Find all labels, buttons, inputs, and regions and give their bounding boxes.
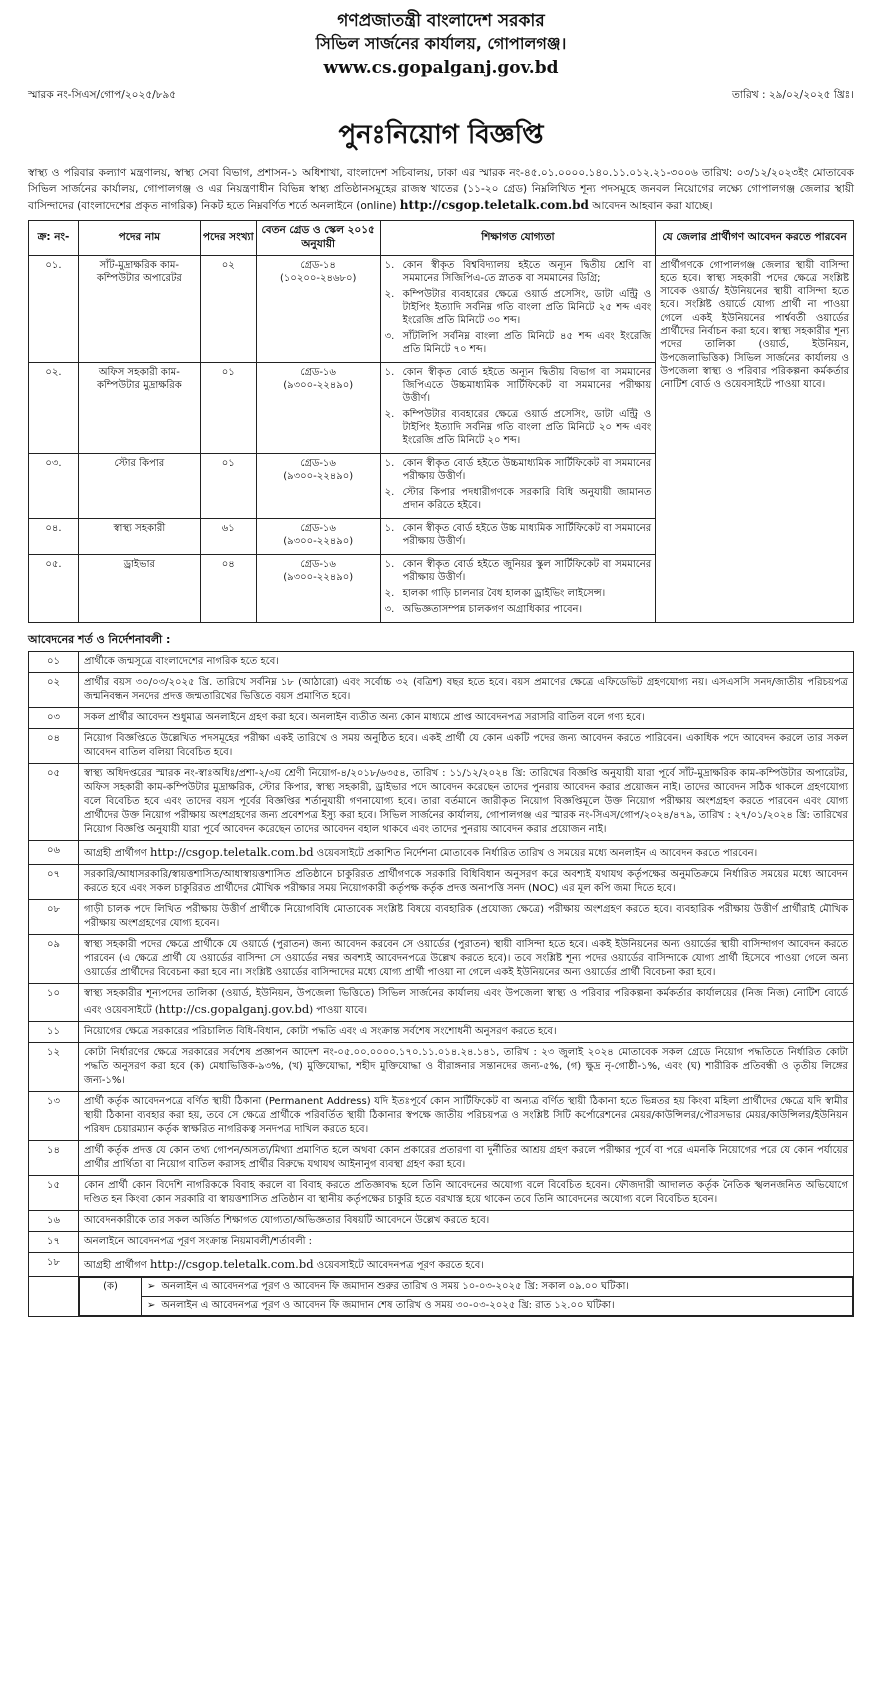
qualification-number: ১. <box>384 366 395 378</box>
condition-number: ০৯ <box>29 934 79 983</box>
post-name: স্বাস্থ্য সহকারী <box>78 518 200 554</box>
post-grade <box>256 518 380 554</box>
post-number: ০৪. <box>29 518 79 554</box>
condition-row <box>29 983 854 1021</box>
post-number: ০৫. <box>29 554 79 622</box>
condition-row <box>29 1091 854 1140</box>
page-title: পুনঃনিয়োগ বিজ্ঞপ্তি <box>338 119 544 150</box>
conditions-table <box>28 651 854 1317</box>
condition-text-post: ) পাওয়া যাবে। <box>309 1004 368 1016</box>
condition-number: ১১ <box>29 1021 79 1042</box>
post-qualification <box>380 453 656 518</box>
condition-text: স্বাস্থ্য সহকারী পদের ক্ষেত্রে প্রার্থীকে যে ওয়ার্ডে (পুরাতন) জন্য আবেদন করবেন সে ওয়ার্ডের (পুরাতন) স্থায়ী বাসিন্দা হতে হবে। একই ইউনিয়নের অন্য ওয়ার্ডের স্থায়ী বাসিন্দাগণ আবেদন করতে পারবেন (এ ক্ষেত্রে প্রার্থী যে ওয়ার্ডের বাসিন্দা সে ওয়ার্ডের নম্বর অবশ্যই আবেদনপত্রে উল্লেখ করতে হবে)। তবে সংশ্লিষ্ট শূন্য পদের ওয়ার্ডের বাসিন্দাকে যোগ্য প্রার্থী হিসেবে পাওয়া গেলে অন্য ওয়ার্ডের প্রার্থীদের বিবেচনা করা হবে না। সংশ্লিষ্ট ওয়ার্ডের বাসিন্দাদের মধ্যে যোগ্য প্রার্থী পাওয়া না গেলে একই ইউনিয়নের অন্য ওয়ার্ডের প্রার্থী বিবেচনা করা হবে। <box>79 934 854 983</box>
condition-text: প্রার্থীর বয়স ৩০/০৩/২০২৫ খ্রি. তারিখে সর্বনিম্ন ১৮ (আঠারো) এবং সর্বোচ্চ ৩২ (বত্রিশ) বছর হতে হবে। বয়স প্রমাণের ক্ষেত্রে এফিডেভিট গ্রহণযোগ্য নয়। এসএসসি সনদ/জাতীয় পরিচয়পত্র জন্মনিবন্ধন সনদের প্রদত্ত জন্মতারিখের ভিত্তিতে বয়স প্রমাণিত হবে। <box>79 672 854 707</box>
condition-url-link[interactable]: http://csgop.teletalk.com.bd <box>149 1256 314 1271</box>
qualification-item <box>385 330 652 356</box>
col-header-qualification: শিক্ষাগত যোগ্যতা <box>380 221 656 255</box>
qualification-item <box>385 259 652 285</box>
qualification-number: ৩. <box>384 603 395 615</box>
post-count: ০১ <box>200 362 256 453</box>
qualification-text: কম্পিউটার ব্যবহারের ক্ষেত্রে ওয়ার্ড প্রসেসিং, ডাটা এন্ট্রি ও টাইপিং ইত্যাদি সর্বনিম্ন গতি বাংলা প্রতি মিনিটে ২০ শব্দ এবং ইংরেজি প্রতি মিনিটে ২০ শব্দ। <box>402 408 652 446</box>
intro-tail: আবেদন আহবান করা যাচ্ছে। <box>588 199 713 212</box>
grade-label: গ্রেড-১৬ <box>300 457 336 469</box>
qualification-item <box>385 603 652 616</box>
post-number: ০২. <box>29 362 79 453</box>
arrow-icon: ➢ <box>147 1299 156 1311</box>
posts-table <box>28 220 854 622</box>
condition-number: ০৫ <box>29 763 79 840</box>
condition-row <box>29 1042 854 1091</box>
eligible-district: প্রার্থীগণকে গোপালগঞ্জ জেলার স্থায়ী বাসিন্দা হতে হবে। স্বাস্থ্য সহকারী পদের ক্ষেত্রে সংশ্লিষ্ট সাবেক ওয়ার্ড/ ইউনিয়নের স্থায়ী বাসিন্দা হতে হবে। সংশ্লিষ্ট ওয়ার্ডে যোগ্য প্রার্থী না পাওয়া গেলে একই ইউনিয়নের পার্শ্ববর্তী ওয়ার্ডের প্রার্থীদের নির্বাচন করা হবে। স্বাস্থ্য সহকারীর শূন্য পদের তালিকা (ওয়ার্ড, ইউনিয়ন, উপজেলাভিত্তিক) সিভিল সার্জনের কার্যালয় ও উপজেলা স্বাস্থ্য ও পরিবার পরিকল্পনা কর্মকর্তার নোটিশ বোর্ড ও ওয়েবসাইটে পাওয়া যাবে। <box>656 255 854 622</box>
qualification-item <box>385 457 652 483</box>
grade-label: গ্রেড-১৬ <box>300 558 336 570</box>
condition-text: অনলাইনে আবেদনপত্র পূরণ সংক্রান্ত নিয়মাবলী/শর্তাবলী : <box>79 1231 854 1252</box>
post-count: ৬১ <box>200 518 256 554</box>
schedule-item <box>80 1296 853 1315</box>
pay-scale: (৯৩০০-২২৪৯০) <box>283 571 354 583</box>
memo-number: স্মারক নং-সিএস/গোপ/২০২৫/৮৯৫ <box>28 88 177 101</box>
post-name: অফিস সহকারী কাম-কম্পিউটার মুদ্রাক্ষরিক <box>78 362 200 453</box>
condition-row <box>29 763 854 840</box>
condition-url-link[interactable]: http://csgop.teletalk.com.bd <box>149 844 314 859</box>
govt-name: গণপ্রজাতন্ত্রী বাংলাদেশ সরকার <box>337 11 545 31</box>
post-qualification <box>380 554 656 622</box>
condition-text <box>79 1252 854 1276</box>
post-qualification <box>380 362 656 453</box>
post-count: ০১ <box>200 453 256 518</box>
post-grade <box>256 362 380 453</box>
qualification-text: কম্পিউটার ব্যবহারের ক্ষেত্রে ওয়ার্ড প্রসেসিং, ডাটা এন্ট্রি ও টাইপিং ইত্যাদি সর্বনিম্ন গতি বাংলা প্রতি মিনিটে ২৫ শব্দ এবং ইংরেজি প্রতি মিনিটে ৩০ শব্দ। <box>402 288 652 326</box>
qualification-number: ১. <box>384 522 395 534</box>
condition-text: নিয়োগের ক্ষেত্রে সরকারের পরিচালিত বিধি-বিধান, কোটা পদ্ধতি এবং এ সংক্রান্ত সর্বশেষ সংশোধনী অনুসরণ করতে হবে। <box>79 1021 854 1042</box>
notice-date: তারিখ : ২৯/০২/২০২৫ খ্রিঃ। <box>732 88 854 101</box>
condition-number: ১০ <box>29 983 79 1021</box>
condition-text: আবেদনকারীকে তার সকল অর্জিত শিক্ষাগত যোগ্যতা/অভিজ্ঞতার বিষয়টি আবেদনে উল্লেখ করতে হবে। <box>79 1210 854 1231</box>
qualification-number: ১. <box>384 259 395 271</box>
condition-text-pre: আগ্রহী প্রার্থীগণ <box>84 847 150 859</box>
qualification-item <box>385 366 652 405</box>
post-name: ড্রাইভার <box>78 554 200 622</box>
schedule-text: অনলাইন এ আবেদনপত্র পূরণ ও আবেদন ফি জমাদান শুরুর তারিখ ও সময় ১০-০৩-২০২৫ খ্রি: সকাল ০৯.০০ ঘটিকা। <box>161 1280 629 1292</box>
qualification-number: ৩. <box>384 330 395 342</box>
qualification-item <box>385 486 652 512</box>
condition-number: ১৬ <box>29 1210 79 1231</box>
col-header-district: যে জেলার প্রার্থীগণ আবেদন করতে পারবেন <box>656 221 854 255</box>
office-website[interactable]: www.cs.gopalganj.gov.bd <box>323 57 559 78</box>
apply-url[interactable]: http://csgop.teletalk.com.bd <box>399 197 589 212</box>
condition-row <box>29 934 854 983</box>
reference-line <box>28 89 854 103</box>
schedule-row <box>29 1276 854 1316</box>
condition-row <box>29 1231 854 1252</box>
schedule-text: অনলাইন এ আবেদনপত্র পূরণ ও আবেদন ফি জমাদান শেষ তারিখ ও সময় ৩০-০৩-২০২৫ খ্রি: রাত ১২.০০ ঘটিকা। <box>161 1299 615 1311</box>
condition-text-post: ওয়েবসাইটে আবেদনপত্র পূরণ করতে হবে। <box>313 1259 484 1271</box>
condition-number: ০৭ <box>29 864 79 899</box>
condition-row <box>29 840 854 864</box>
post-number: ০১. <box>29 255 79 362</box>
condition-row <box>29 728 854 763</box>
conditions-heading: আবেদনের শর্ত ও নির্দেশনাবলী : <box>28 632 171 646</box>
qualification-text: হালকা গাড়ি চালনার বৈধ হালকা ড্রাইভিং লাইসেন্স। <box>402 587 606 599</box>
col-header-count: পদের সংখ্যা <box>200 221 256 255</box>
condition-text: কোটা নির্ধারণের ক্ষেত্রে সরকারের সর্বশেষ প্রজ্ঞাপন আদেশ নং-০৫.০০.০০০০.১৭০.১১.০১৪.২৪.১৪১, তারিখ : ২৩ জুলাই ২০২৪ মোতাবেক সকল গ্রেডে নিয়োগ পদ্ধতিতে নির্ধারিত কোটা পদ্ধতি অনুসরণ করা হবে (ক) মেধাভিত্তিক-৯৩%, (খ) মুক্তিযোদ্ধা, শহীদ মুক্তিযোদ্ধা ও বীরাঙ্গনার সন্তানদের জন্য-৫%, (গ) ক্ষুদ্র নৃ-গোষ্ঠী-১%, এবং (ঘ) শারীরিক প্রতিবন্ধী ও তৃতীয় লিঙ্গের জন্য-১%। <box>79 1042 854 1091</box>
qualification-text: স্টোর কিপার পদধারীগণকে সরকারি বিধি অনুযায়ী জামানত প্রদান করিতে হইবে। <box>402 486 652 511</box>
grade-label: গ্রেড-১৬ <box>300 522 336 534</box>
condition-number: ০২ <box>29 672 79 707</box>
condition-text: প্রার্থীকে জন্মসূত্রে বাংলাদেশের নাগরিক হতে হবে। <box>79 651 854 672</box>
col-header-post: পদের নাম <box>78 221 200 255</box>
condition-text-pre: আগ্রহী প্রার্থীগণ <box>84 1259 150 1271</box>
condition-text <box>79 983 854 1021</box>
col-header-no: ক্র: নং- <box>29 221 79 255</box>
pay-scale: (৯৩০০-২২৪৯০) <box>283 379 354 391</box>
condition-number: ০৩ <box>29 707 79 728</box>
condition-row <box>29 1021 854 1042</box>
condition-row <box>29 707 854 728</box>
qualification-number: ২. <box>384 408 395 420</box>
qualification-text: সাঁটলিপি সর্বনিম্ন বাংলা প্রতি মিনিটে ৪৫ শব্দ এবং ইংরেজি প্রতি মিনিটে ৭০ শব্দ। <box>402 330 652 355</box>
post-qualification <box>380 255 656 362</box>
table-row <box>29 255 854 362</box>
schedule-spacer <box>29 1276 79 1316</box>
condition-number: ১৮ <box>29 1252 79 1276</box>
post-grade <box>256 554 380 622</box>
schedule-table <box>79 1277 853 1316</box>
post-qualification <box>380 518 656 554</box>
schedule-text-cell <box>142 1277 853 1296</box>
qualification-item <box>385 408 652 447</box>
condition-text <box>79 840 854 864</box>
post-count: ০৪ <box>200 554 256 622</box>
intro-text: স্বাস্থ্য ও পরিবার কল্যাণ মন্ত্রণালয়, স্বাস্থ্য সেবা বিভাগ, প্রশাসন-১ অধিশাখা, বাংলাদেশ সচিবালয়, ঢাকা এর স্মারক নং-৪৫.০১.০০০০.১৪০.১১.০১২.২১-৩০০৬ তারিখ: ০৩/১২/২০২৩ইং মোতাবেক সিভিল সার্জনের কার্যালয়, গোপালগঞ্জ ও এর নিয়ন্ত্রণাধীন বিভিন্ন স্বাস্থ্য প্রতিষ্ঠানসমূহের রাজস্ব খাতের (১১-২০ গ্রেড) নিম্নলিখিত শূন্য পদসমূহে জনবল নিয়োগের লক্ষ্যে গোপালগঞ্জ জেলার স্থায়ী বাসিন্দাদের (বাংলাদেশের প্রকৃত নাগরিক) নিকট হতে নিম্নবর্ণিত শর্তে অনলাইনে (online) <box>28 167 854 212</box>
post-grade <box>256 453 380 518</box>
qualification-text: অভিজ্ঞতাসম্পন্ন চালকগণ অগ্রাধিকার পাবেন। <box>402 603 583 615</box>
arrow-icon: ➢ <box>147 1280 156 1292</box>
condition-row <box>29 864 854 899</box>
col-header-grade: বেতন গ্রেড ও স্কেল ২০১৫ অনুযায়ী <box>256 221 380 255</box>
post-count: ০২ <box>200 255 256 362</box>
condition-row <box>29 672 854 707</box>
schedule-key: (ক) <box>80 1277 142 1315</box>
condition-row <box>29 651 854 672</box>
qualification-item <box>385 558 652 584</box>
qualification-text: কোন স্বীকৃত বিশ্ববিদ্যালয় হইতে অন্যূন দ্বিতীয় শ্রেণি বা সমমানের সিজিপিএ-তে স্নাতক বা সমমানের ডিগ্রি; <box>402 259 652 284</box>
condition-text: প্রার্থী কর্তৃক আবেদনপত্রে বর্ণিত স্থায়ী ঠিকানা (Permanent Address) যদি ইতঃপূর্বে কোন সার্টিফিকেট বা অন্যত্র বর্ণিত স্থায়ী ঠিকানা হতে ভিন্নতর হয় কিংবা মহিলা প্রার্থীদের ক্ষেত্রে যদি স্বামীর স্থায়ী ঠিকানা ব্যবহার করা হয়, তবে সে ক্ষেত্রে প্রার্থীকে পরিবর্তিত স্থায়ী ঠিকানার স্বপক্ষে জাতীয় পরিচয়পত্র ও সংশ্লিষ্ট সিটি কর্পোরেশনের মেয়র/কাউন্সিলর/পৌরসভার মেয়র/কাউন্সিলর/ইউনিয়ন পরিষদ চেয়ারম্যান কর্তৃক স্বাক্ষরিত নাগরিকত্ব সনদপত্র দাখিল করতে হবে। <box>79 1091 854 1140</box>
qualification-text: কোন স্বীকৃত বোর্ড হইতে উচ্চ মাধ্যমিক সার্টিফিকেট বা সমমানের পরীক্ষায় উত্তীর্ণ। <box>402 522 652 547</box>
condition-row <box>29 1210 854 1231</box>
condition-text: স্বাস্থ্য অধিদপ্তরের স্মারক নং-স্বাঃঅধিঃ/প্রশা-২/৩য় শ্রেণী নিয়োগ-৪/২০১৮/৬৩৫৪, তারিখ : ১১/১২/২০২৪ খ্রি: তারিখের বিজ্ঞপ্তি অনুযায়ী যারা পূর্বে সাঁট-মুদ্রাক্ষরিক কাম-কম্পিউটার অপারেটর, অফিস সহকারী কাম-কম্পিউটার মুদ্রাক্ষরিক, স্টোর কিপার, স্বাস্থ্য সহকারী, ড্রাইভার পদে আবেদন করেছেন তাদের পুনরায় আবেদন করার প্রয়োজন নাই। তাদের আবেদন সঠিক থাকলে গ্রহণযোগ্য বলে বিবেচিত হবে এবং তাদের বয়স পূর্বের বিজ্ঞপ্তির শর্তানুযায়ী গণনাযোগ্য হবে। তারা বর্তমানে জারীকৃত নিয়োগ বিজ্ঞপ্তিমূলে উক্ত নিয়োগ পরীক্ষায় অংশগ্রহণ করতে পারবেন এবং যোগ্য প্রার্থীদের উক্ত নিয়োগ পরীক্ষায় অংশগ্রহণের জন্য প্রবেশপত্র ইস্যু করা হবে। সিভিল সার্জনের কার্যালয়, গোপালগঞ্জ এর স্মারক নং-সিএস/গোপ/২০২৪/৪৭৯, তারিখ : ২৭/০১/২০২৪ খ্রি: তারিখের নিয়োগ বিজ্ঞপ্তি অনুযায়ী যারা পূর্বে আবেদন করেছেন তাদের আবেদন বহাল থাকবে এবং তাদের পুনরায় আবেদন করার প্রয়োজন নাই। <box>79 763 854 840</box>
posts-header-row <box>29 221 854 255</box>
schedule-text-cell <box>142 1296 853 1315</box>
condition-text: কোন প্রার্থী কোন বিদেশি নাগরিককে বিবাহ করলে বা বিবাহ করতে প্রতিজ্ঞাবদ্ধ হলে তিনি আবেদনের অযোগ্য বলে বিবেচিত হবেন। ফৌজদারী আদালত কর্তৃক নৈতিক স্খলনজনিত অভিযোগে দণ্ডিত হন কিংবা কোন সরকারি বা স্বায়ত্তশাসিত প্রতিষ্ঠান বা স্থানীয় কর্তৃপক্ষের চাকুরি হতে বরখাস্ত হয়ে থাকেন তবে তিনি আবেদনের অযোগ্য বলে বিবেচিত হবেন। <box>79 1175 854 1210</box>
condition-number: ১৫ <box>29 1175 79 1210</box>
condition-row <box>29 1252 854 1276</box>
condition-text-post: ওয়েবসাইটে প্রকাশিত নির্দেশনা মোতাবেক নির্ধারিত তারিখ ও সময়ের মধ্যে অনলাইন এ আবেদন করতে পারবেন। <box>313 847 758 859</box>
condition-number: ০৪ <box>29 728 79 763</box>
schedule-cell <box>79 1276 854 1316</box>
condition-text: নিয়োগ বিজ্ঞপ্তিতে উল্লেখিত পদসমূহের পরীক্ষা একই তারিখে ও সময় অনুষ্ঠিত হবে। একই প্রার্থী যে কোন একটি পদের জন্য আবেদন করতে পারিবেন। একাধিক পদে আবেদন করলে তার সকল আবেদন বাতিল বলিয়া বিবেচিত হবে। <box>79 728 854 763</box>
grade-label: গ্রেড-১৬ <box>300 366 336 378</box>
condition-row <box>29 899 854 934</box>
condition-text: গাড়ী চালক পদে লিখিত পরীক্ষায় উত্তীর্ণ প্রার্থীকে নিয়োগবিধি মোতাবেক সংশ্লিষ্ট বিষয়ে ব্যবহারিক (প্রযোজ্য ক্ষেত্রে) পরীক্ষায় অংশগ্রহণ করতে হবে। ব্যবহারিক পরীক্ষায় উত্তীর্ণ প্রার্থীরাই মৌখিক পরীক্ষায় অংশগ্রহণের যোগ্য হবেন। <box>79 899 854 934</box>
qualification-number: ১. <box>384 558 395 570</box>
qualification-text: কোন স্বীকৃত বোর্ড হইতে উচ্চমাধ্যমিক সার্টিফিকেট বা সমমানের পরীক্ষায় উত্তীর্ণ। <box>402 457 652 482</box>
condition-number: ১৪ <box>29 1140 79 1175</box>
qualification-number: ২. <box>384 486 395 498</box>
qualification-item <box>385 288 652 327</box>
pay-scale: (৯৩০০-২২৪৯০) <box>283 535 354 547</box>
grade-label: গ্রেড-১৪ <box>300 259 336 271</box>
condition-row <box>29 1140 854 1175</box>
qualification-item <box>385 522 652 548</box>
qualification-item <box>385 587 652 600</box>
notice-header <box>28 10 854 79</box>
intro-paragraph <box>28 166 854 214</box>
pay-scale: (১০২০০-২৪৬৮০) <box>279 272 357 284</box>
condition-text: প্রার্থী কর্তৃক প্রদত্ত যে কোন তথ্য গোপন/অসত্য/মিথ্যা প্রমাণিত হলে অথবা কোন প্রকারের প্রতারণা বা দুর্নীতির আশ্রয় গ্রহণ করলে পরীক্ষার পূর্বে বা পরে এমনকি নিয়োগের পরে যে কোন পর্যায়ের প্রার্থীর প্রার্থিতা বা নিয়োগ বাতিল করাসহ প্রার্থীর বিরুদ্ধে যথাযথ আইনানুগ ব্যবস্থা গ্রহণ করা হবে। <box>79 1140 854 1175</box>
condition-text: সরকারি/আধাসরকারি/স্বায়ত্তশাসিত/আধাস্বায়ত্তশাসিত প্রতিষ্ঠানে চাকুরিরত প্রার্থীগণকে সরকারি বিধিবিধান অনুসরণ করে অবশ্যই যথাযথ কর্তৃপক্ষের অনুমতিক্রমে নির্ধারিত সময়ের মধ্যে আবেদন করতে হবে এবং সকল চাকুরিরত প্রার্থীদের মৌখিক পরীক্ষার সময় নিয়োগকারী কর্তৃপক্ষ কর্তৃক প্রদত্ত অনাপত্তি সনদ (NOC) এর মূল কপি জমা দিতে হবে। <box>79 864 854 899</box>
qualification-text: কোন স্বীকৃত বোর্ড হইতে জুনিয়র স্কুল সার্টিফিকেট বা সমমানের পরীক্ষায় উত্তীর্ণ। <box>402 558 652 583</box>
post-number: ০৩. <box>29 453 79 518</box>
condition-number: ০১ <box>29 651 79 672</box>
condition-text: সকল প্রার্থীর আবেদন শুধুমাত্র অনলাইনে গ্রহণ করা হবে। অনলাইন ব্যতীত অন্য কোন মাধ্যমে প্রাপ্ত আবেদনপত্র সরাসরি বাতিল বলে গণ্য হবে। <box>79 707 854 728</box>
condition-number: ১২ <box>29 1042 79 1091</box>
post-name: স্টোর কিপার <box>78 453 200 518</box>
condition-row <box>29 1175 854 1210</box>
office-name: সিভিল সার্জনের কার্যালয়, গোপালগঞ্জ। <box>315 34 567 54</box>
schedule-item <box>80 1277 853 1296</box>
qualification-number: ২. <box>384 587 395 599</box>
condition-number: ১৩ <box>29 1091 79 1140</box>
condition-number: ০৮ <box>29 899 79 934</box>
condition-url-link[interactable]: http://cs.gopalganj.gov.bd <box>158 1001 310 1016</box>
pay-scale: (৯৩০০-২২৪৯০) <box>283 470 354 482</box>
condition-number: ১৭ <box>29 1231 79 1252</box>
condition-text-pre: স্বাস্থ্য সহকারীর শূন্যপদের তালিকা (ওয়ার্ড, ইউনিয়ন, উপজেলা ভিত্তিতে) সিভিল সার্জনের কার্যালয় এবং উপজেলা স্বাস্থ্য ও পরিবার পরিকল্পনা কর্মকর্তার কার্যালয়ের (নিজ নিজ) নোটিশ বোর্ডে এবং ওয়েবসাইটে ( <box>84 987 848 1016</box>
qualification-number: ১. <box>384 457 395 469</box>
qualification-number: ২. <box>384 288 395 300</box>
post-name: সাঁট-মুদ্রাক্ষরিক কাম-কম্পিউটার অপারেটর <box>78 255 200 362</box>
post-grade <box>256 255 380 362</box>
qualification-text: কোন স্বীকৃত বোর্ড হইতে অন্যূন দ্বিতীয় বিভাগ বা সমমানের জিপিএতে উচ্চমাধ্যমিক সার্টিফিকেট বা সমমানের পরীক্ষায় উত্তীর্ণ। <box>402 366 652 404</box>
condition-number: ০৬ <box>29 840 79 864</box>
